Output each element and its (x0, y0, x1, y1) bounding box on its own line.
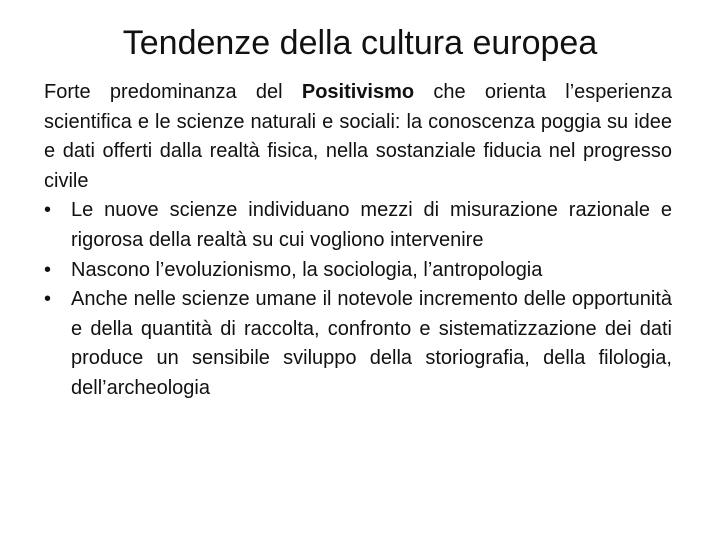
intro-text-after-bold: che orienta l’esperienza scientifica e le scienze naturali e sociali: la conoscenza poggia su idee e dati offerti dalla realtà fisica, nella sostanziale fiducia nel progresso civile (44, 81, 672, 192)
intro-text-before-bold: Forte predominanza del (44, 81, 302, 103)
bullet-list (44, 196, 672, 403)
slide-title: Tendenze della cultura europea (122, 24, 598, 62)
bullet-icon: • (44, 288, 52, 311)
intro-paragraph (44, 78, 672, 196)
bullet-icon: • (44, 199, 52, 222)
bullet-icon: • (44, 258, 52, 281)
bullet-text: Nascono l’evoluzionismo, la sociologia, l’antropologia (71, 258, 543, 281)
bullet-item (44, 256, 672, 286)
intro-bold-term: Positivismo (301, 81, 415, 103)
bullet-text: Le nuove scienze individuano mezzi di misurazione razionale e rigorosa della realtà su cui vogliono intervenire (71, 199, 672, 251)
bullet-text: Anche nelle scienze umane il notevole incremento delle opportunità e della quantità di raccolta, confronto e sistematizzazione dei dati produce un sensibile sviluppo della storiografia, della filologia, dell’archeologia (71, 288, 672, 399)
bullet-item (44, 285, 672, 403)
bullet-item (44, 196, 672, 255)
slide-body (44, 78, 672, 404)
